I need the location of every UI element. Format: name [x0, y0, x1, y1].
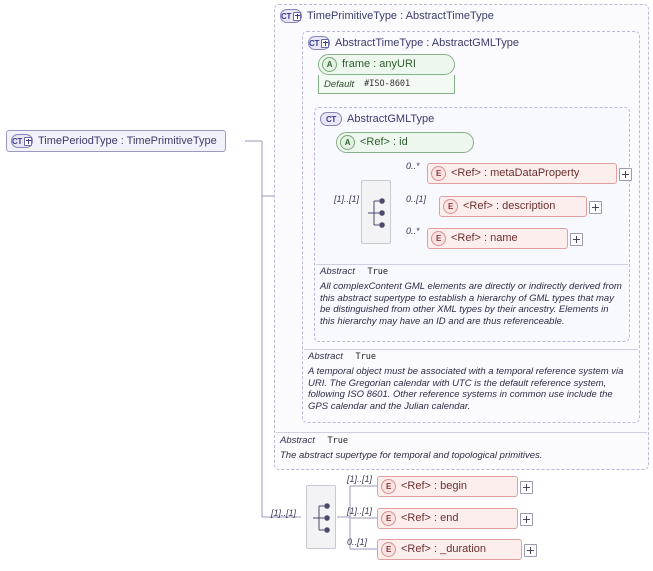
element-name-box[interactable]: [427, 228, 568, 249]
expand-end-icon[interactable]: [520, 513, 533, 526]
element-duration-box[interactable]: [377, 539, 522, 560]
abstract-value: True: [327, 436, 348, 446]
complextype-icon: CT: [280, 9, 302, 23]
sequence-compositor-icon: [362, 181, 392, 245]
timeprimitivetype-abstract-row: [280, 435, 640, 446]
period-sequence-compositor[interactable]: [306, 485, 336, 549]
attribute-icon: A: [340, 135, 355, 150]
attribute-frame-box[interactable]: [318, 54, 455, 75]
panel-abstracttimetype-title[interactable]: [308, 33, 519, 53]
timeprimitivetype-documentation: [280, 450, 640, 462]
attribute-icon: A: [322, 57, 337, 72]
default-value: #ISO-8601: [364, 79, 411, 89]
abstract-value: True: [355, 352, 376, 362]
abstract-key: Abstract: [308, 351, 343, 362]
element-icon: E: [431, 166, 446, 181]
abstract-key: Abstract: [280, 435, 315, 446]
occurs-description: 0..[1]: [406, 194, 427, 204]
expand-description-icon[interactable]: [589, 201, 602, 214]
documentation-text: A temporal object must be associated with a temporal reference system via URI. The Gregorian calendar with UTC is the default reference system, following ISO 8601. Other reference systems in common use include the GPS calendar and the Julian calendar.: [308, 366, 624, 412]
complextype-icon: CT: [11, 134, 33, 148]
panel-timeprimitivetype-label: TimePrimitiveType : AbstractTimeType: [307, 10, 494, 22]
occurs-end: [1]..[1]: [347, 506, 373, 516]
expand-metadataproperty-icon[interactable]: [619, 168, 632, 181]
expand-name-icon[interactable]: [570, 233, 583, 246]
element-end-box[interactable]: [377, 508, 518, 529]
occurs-duration: 0..[1]: [347, 537, 368, 547]
element-icon: E: [381, 542, 396, 557]
element-metadataproperty-box[interactable]: [427, 163, 617, 184]
abstracttimetype-documentation: [308, 366, 633, 412]
expand-begin-icon[interactable]: [520, 481, 533, 494]
element-end-label: <Ref> : end: [401, 512, 459, 524]
documentation-text: All complexContent GML elements are directly or indirectly derived from this abstract supertype to establish a hierarchy of GML types that may be distinguished from other XML types by their ancestry. Elements in this hierarchy may have an ID and are thus referenceable.: [320, 281, 622, 327]
element-metadataproperty-label: <Ref> : metaDataProperty: [451, 167, 580, 179]
sequence-compositor-icon: [307, 486, 337, 550]
element-begin-label: <Ref> : begin: [401, 480, 468, 492]
occurs-begin: [1]..[1]: [347, 474, 373, 484]
period-sequence-occurs: [1]..[1]: [271, 508, 297, 518]
occurs-name: 0..*: [406, 226, 420, 236]
element-description-label: <Ref> : description: [463, 200, 556, 212]
abstract-key: Abstract: [320, 266, 355, 277]
root-complextype-box[interactable]: [6, 130, 226, 152]
abstractgmltype-abstract-row: [320, 266, 620, 277]
panel-timeprimitivetype-title[interactable]: [280, 6, 494, 26]
element-name-label: <Ref> : name: [451, 232, 518, 244]
attribute-frame-default: [318, 75, 455, 94]
abstracttimetype-abstract-row: [308, 351, 633, 362]
element-description-box[interactable]: [439, 196, 587, 217]
documentation-text: The abstract supertype for temporal and topological primitives.: [280, 450, 543, 461]
occurs-metadataproperty: 0..*: [406, 161, 420, 171]
complextype-icon: CT: [308, 36, 330, 50]
gml-sequence-compositor[interactable]: [361, 180, 391, 244]
divider: [316, 264, 628, 265]
expand-duration-icon[interactable]: [524, 544, 537, 557]
attribute-id-label: <Ref> : id: [360, 136, 408, 148]
element-icon: E: [381, 511, 396, 526]
element-duration-label: <Ref> : _duration: [401, 543, 487, 555]
default-key: Default: [324, 78, 355, 90]
element-icon: E: [431, 231, 446, 246]
panel-abstractgmltype-title[interactable]: [320, 109, 434, 129]
element-icon: E: [381, 479, 396, 494]
complextype-icon-plain: CT: [320, 112, 342, 126]
attribute-id-box[interactable]: [336, 132, 474, 153]
element-begin-box[interactable]: [377, 476, 518, 497]
abstract-value: True: [367, 267, 388, 277]
divider: [304, 349, 638, 350]
divider: [276, 432, 647, 433]
gml-sequence-occurs: [1]..[1]: [334, 194, 360, 204]
panel-abstractgmltype-label: AbstractGMLType: [347, 113, 435, 125]
attribute-frame-label: frame : anyURI: [342, 58, 416, 70]
element-icon: E: [443, 199, 458, 214]
root-complextype-label: TimePeriodType : TimePrimitiveType: [38, 134, 217, 147]
panel-abstracttimetype-label: AbstractTimeType : AbstractGMLType: [335, 37, 520, 49]
abstractgmltype-documentation: [320, 281, 622, 327]
